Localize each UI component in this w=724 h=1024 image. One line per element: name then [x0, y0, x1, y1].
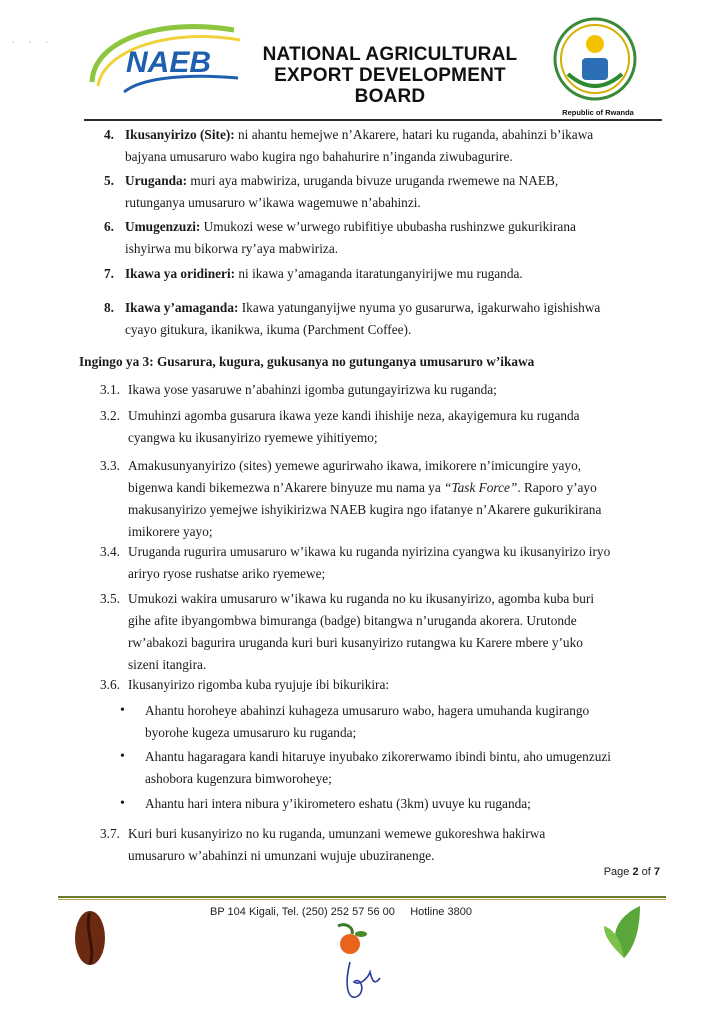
item-3-5: Umukozi wakira umusaruro w’ikawa ku ruganda no ku ikusanyirizo, agomba kuba buri gihe afite ibyangombwa bimuranga (badge) bitangwa n’uruganda akorera. Urutonde rw’abakozi bagurira uruganda kuri buri kusanyirizo rutangwa ku Karere mbere y’uko sizeni itangira.: [128, 591, 595, 672]
def-7-term: Ikawa ya oridineri:: [125, 266, 236, 281]
item-3-6-num: 3.6.: [100, 677, 120, 692]
footer-rule-accent: [58, 899, 666, 900]
footer-contact: BP 104 Kigali, Tel. (250) 252 57 56 00 Hotline 3800: [210, 906, 472, 918]
signature-mark: [340, 956, 386, 1006]
rwanda-emblem: [552, 14, 638, 104]
item-3-1: Ikawa yose yasaruwe n’abahinzi igomba gutungayirizwa ku ruganda;: [128, 382, 497, 397]
item-3-1-num: 3.1.: [100, 382, 120, 397]
coffee-bean-icon: [70, 908, 110, 968]
def-6-term: Umugenzuzi:: [125, 219, 201, 234]
bullet-marker: •: [120, 703, 125, 718]
item-3-7-num: 3.7.: [100, 826, 120, 841]
item-3-3: Amakusunyanyirizo (sites) yemewe agurirwaho ikawa, imikorere n’imicungire yayo, bigenwa kandi bikemezwa n’Akarere binyuze mu nama ya “Task Force”. Raporo y’ayo makusanyirizo yemejwe ishyikirizwa NAEB kugira ngo ifatanye n’Akarere gukurikirana imikorere yayo;: [128, 458, 602, 539]
scan-marks: · · ·: [12, 38, 54, 47]
item-3-3-num: 3.3.: [100, 458, 120, 473]
def-7: Ikawa ya oridineri: ni ikawa y’amaganda itaratunganyirijwe mu ruganda.: [125, 266, 523, 281]
bullet-item: Ahantu hari intera nibura y’ikirometero eshatu (3km) uvuye ku ruganda;: [145, 796, 531, 811]
def-4-term: Ikusanyirizo (Site):: [125, 127, 235, 142]
bullet-item: Ahantu horoheye abahinzi kuhageza umusaruro wabo, hagera umuhanda kugirango byorohe kugeza umusaruro ku ruganda;: [145, 703, 590, 740]
organization-title: NATIONAL AGRICULTURAL EXPORT DEVELOPMENT BOARD: [262, 44, 518, 107]
task-force-term: “Task Force”: [444, 480, 518, 495]
def-4-num: 4.: [104, 127, 114, 142]
def-5-term: Uruganda:: [125, 173, 188, 188]
republic-label: Republic of Rwanda: [562, 108, 634, 117]
def-4: Ikusanyirizo (Site): ni ahantu hemejwe n’Akarere, hatari ku ruganda, abahinzi b’ikawa bajyana umusaruro wabo kugira ngo bahahurire n’inganda ziwubagurire.: [125, 127, 594, 164]
item-3-2-num: 3.2.: [100, 408, 120, 423]
def-8-term: Ikawa y’amaganda:: [125, 300, 239, 315]
hotline: Hotline 3800: [410, 906, 472, 918]
header-rule: [84, 119, 662, 121]
page-number: Page 2 of 7: [603, 866, 660, 878]
def-5: Uruganda: muri aya mabwiriza, uruganda bivuze uruganda rwemewe na NAEB, rutunganya umusaruro w’ikawa wagemuwe n’abahinzi.: [125, 173, 559, 210]
item-3-6: Ikusanyirizo rigomba kuba ryujuje ibi bikurikira:: [128, 677, 390, 692]
item-3-7: Kuri buri kusanyirizo no ku ruganda, umunzani wemewe gukoreshwa hakirwa umusaruro w’abahinzi ni umunzani wujuje ubuziranenge.: [128, 826, 546, 863]
fruit-icon: [330, 920, 370, 956]
item-3-4: Uruganda rugurira umusaruro w’ikawa ku ruganda nyirizina cyangwa ku ikusanyirizo iryo ariryo ryose rushatse ariko ryemewe;: [128, 544, 611, 581]
article-heading: Ingingo ya 3: Gusarura, kugura, gukusanya no gutunganya umusaruro w’ikawa: [79, 354, 535, 369]
def-5-num: 5.: [104, 173, 114, 188]
tea-leaf-icon: [600, 904, 646, 960]
logo-text: NAEB: [126, 46, 212, 79]
item-3-2: Umuhinzi agomba gusarura ikawa yeze kandi ihishije neza, akayigemura ku ruganda cyangwa ku ikusanyirizo ryemewe yihitiyemo;: [128, 408, 580, 445]
bullet-marker: •: [120, 749, 125, 764]
bullet-item: Ahantu hagaragara kandi hitaruye inyubako zikorerwamo ibindi bintu, aho umugenzuzi ashobora kugenzura bimworoheye;: [145, 749, 611, 786]
naeb-logo: [84, 18, 244, 96]
bullet-marker: •: [120, 796, 125, 811]
def-7-num: 7.: [104, 266, 114, 281]
def-6-num: 6.: [104, 219, 114, 234]
def-6: Umugenzuzi: Umukozi wese w’urwego rubifitiye ububasha rushinzwe gukurikirana ishyirwa mu bikorwa ry’aya mabwiriza.: [125, 219, 576, 256]
def-8-num: 8.: [104, 300, 114, 315]
def-8: Ikawa y’amaganda: Ikawa yatunganyijwe nyuma yo gusarurwa, igakurwaho igishishwa cyayo gitukura, ikanikwa, ikuma (Parchment Coffee).: [125, 300, 601, 337]
item-3-4-num: 3.4.: [100, 544, 120, 559]
footer-rule: [58, 896, 666, 898]
item-3-5-num: 3.5.: [100, 591, 120, 606]
